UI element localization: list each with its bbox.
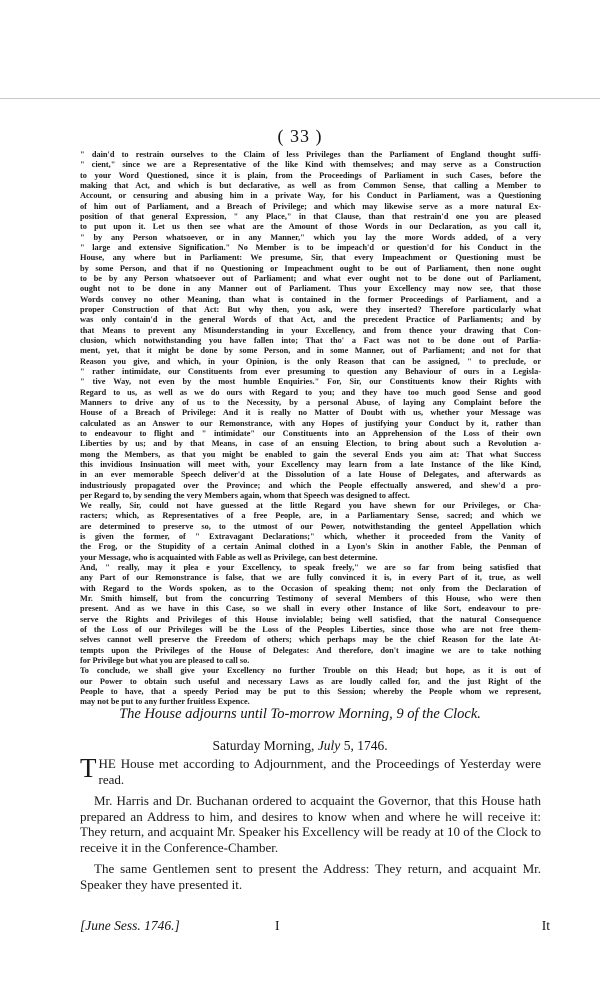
body-line: And, " really, may it plea e your Excellency, to speak freely," we are so far from being satisfied that [80, 563, 541, 573]
body-line: " cient," since we are a Representative of the like Kind with themselves; and may serve as a Construction [80, 160, 541, 170]
proceedings-paragraph-2: Mr. Harris and Dr. Buchanan ordered to acquaint the Governor, that this House hath prepared an Address to him, and desires to know when and where he will receive it: They return, and acquaint Mr. Speaker his Excellency will be ready at 10 of the Clock to receive it in the Conference-Chamber. [80, 793, 541, 855]
body-line: to be by any Person whatsoever out of Parliament; and what ever ought not to be done out of Parliament, [80, 273, 541, 283]
body-line: for Privilege but what you are pleased to call so. [80, 656, 250, 666]
body-line: may not be put to any further fruitless Expence. [80, 697, 250, 707]
body-line: present. And as we have in this Case, so we shall in every other Instance of like Sort, endeavour to pre- [80, 604, 541, 614]
body-line: per Regard to, by sending the very Members again, whom that Speech was designed to affect. [80, 490, 410, 500]
page-top-edge [0, 0, 600, 99]
body-line: selves cannot well preserve the Freedom of others; which perhaps may be the chief Reason for the late At- [80, 635, 541, 645]
body-line: with Regard to the Words spoken, as to the Occasion of speaking them; not only from the Declaration of [80, 583, 541, 593]
body-line: serve the Rights and Privileges of this House inviolable; being well satisfied, that the natural Consequence [80, 614, 541, 624]
proceedings-text [80, 753, 541, 898]
body-line: industriously propagated over the Province; and which the People effectually answered, and shew'd a pro- [80, 480, 541, 490]
paragraph-1-text: HE House met according to Adjournment, and the Proceedings of Yesterday were read. [98, 756, 541, 787]
date-suffix: 5, 1746. [343, 738, 388, 753]
body-line: ought not to be done in any Manner out of Parliament. Thus your Excellency may now see, that those [80, 284, 541, 294]
body-line: to your Word Questioned, since it is plain, from the Proceedings of Parliament in such Cases, before the [80, 170, 541, 180]
signature-mark: [June Sess. 1746.] [80, 918, 180, 933]
body-line: racters; which, as Representatives of a free People, are, in a Parliamentary Sense, sacred; and which we [80, 511, 541, 521]
body-line: We really, Sir, could not have guessed at the little Regard you have shewn for our Privileges, or Cha- [80, 501, 541, 511]
body-line: proper Construction of that Act: But why then, you ask, were they inserted? Therefore particularly what [80, 304, 541, 314]
body-line: by some Person, and that if no Questioning or Impeachment ought to be out of Parliament, then none ought [80, 263, 541, 273]
body-line: People to have, that a speedy Period may be put to this Session; whereby the People whom we represent, [80, 687, 541, 697]
body-line: was only contain'd in the general Words of that Act, and the precedent Practice of Parliaments; and by [80, 315, 541, 325]
body-line: any Part of our Remonstrance is false, that we are fully convinced it is, in every Part of it, true, as well [80, 573, 541, 583]
body-line: " by any Person whatsoever, or in any Manner," which you lay the more Words added, of a very [80, 232, 541, 242]
body-line: Mr. Smith himself, but from the concurring Testimony of several Members of this House, who were then [80, 594, 541, 604]
body-line: to endeavour to flight and " intimidate" our Constituents into an Apprehension of the Loss of their own [80, 428, 541, 438]
adjournment-line: The House adjourns until To-morrow Morning, 9 of the Clock. [119, 706, 481, 722]
gathering-mark: I [275, 918, 280, 933]
date-prefix: Saturday Morning, [212, 738, 315, 753]
proceedings-paragraph-3: The same Gentlemen sent to present the Address: They return, and acquaint Mr. Speaker they have presented it. [80, 861, 541, 892]
body-line: of him out of Parliament, and a Breach of Privilege; and which may likewise serve as a more natural Ex- [80, 201, 541, 211]
body-line: mong the Members, as that you might be enabled to gain the several Ends you aim at: That what Success [80, 449, 541, 459]
session-date-heading [0, 738, 600, 754]
body-line: To conclude, we shall give your Excellency no further Trouble on this Head; but hope, as it is out of [80, 666, 541, 676]
catchword: It [541, 918, 550, 933]
drop-cap: T [80, 753, 97, 783]
body-line: clusion, which notwithstanding you have fallen into; That tho' a Fact was not to be done out of Parlia- [80, 335, 541, 345]
date-month: July [317, 738, 341, 753]
body-line: in an ever memorable Speech deliver'd at the Dissolution of a late House of Delegates, and afterwards as [80, 470, 541, 480]
body-line: calculated as an Answer to our Remonstrance, with any Hopes of justifying your Conduct by it, rather than [80, 418, 541, 428]
body-line: that Means to prevent any Misunderstanding in your Excellency, and from thence your drawing that Con- [80, 325, 541, 335]
body-line: Words convey no other Meaning, than what is contained in the former Proceedings of Parliament, and a [80, 294, 541, 304]
body-line: is given the former, of " Extravagant Declarations;" which, whether it proceeded from the Vanity of [80, 532, 541, 542]
body-line: your Message, who is acquainted with Fable as well as Privilege, can best determine. [80, 552, 378, 562]
proceedings-paragraph-1 [80, 753, 541, 787]
body-line: " tive Way, not even by the most humble Enquiries." For, Sir, our Constituents know their Rights with [80, 377, 541, 387]
body-line: position of that general Expression, " any Place," in that Clause, than that restrain'd one you are pleased [80, 211, 541, 221]
body-line: Liberties by us; and by that Means, in case of an ensuing Election, to bring about such a Revolution a- [80, 439, 541, 449]
body-line: our Power to obtain such useful and necessary Laws as are loudly called for, and the just Right of the [80, 676, 541, 686]
body-line: making that Act, and which is but declarative, as well as from Common Sense, that calling a Member to [80, 180, 541, 190]
body-line: Manners to drive any of us to the Necessity, by a personal Abuse, of laying any Complaint before the [80, 397, 541, 407]
body-line: tempts upon the Privileges of the House of Delegates: And therefore, don't imagine we are to take nothing [80, 645, 541, 655]
body-line: the Frog, or the Stupidity of a certain Animal clothed in a Lyon's Skin in another Fable, the Penman of [80, 542, 541, 552]
page-number: ( 33 ) [277, 126, 323, 146]
body-line: Account, or censuring and abusing him in a private Way, for his Conduct in Parliament, was a Questioning [80, 191, 541, 201]
body-line: " rather intimidate, our Constituents from ever presuming to question any Behaviour of ours in a Legisla- [80, 366, 541, 376]
body-line: of the Loss of our Privileges will be the Loss of the Peoples Liberties, since those who are not free them- [80, 625, 541, 635]
body-line: ment, yet, that it might be done by some Person, and in some Manner, out of Parliament; and not for that [80, 346, 541, 356]
body-line: this invidious Insinuation will meet with, your Excellency may learn from a late Instance of the like Kind, [80, 459, 541, 469]
body-line: " dain'd to restrain ourselves to the Claim of less Privileges than the Parliament of England thought suffi- [80, 150, 541, 159]
body-line: " large and extensive Signification." No Member is to be impeach'd or question'd for his Conduct in the [80, 242, 541, 252]
body-line: Reason you give, and which, in your Opinion, is the only Reason that can be assigned, " to preclude, or [80, 356, 541, 366]
body-line: to put upon it. Let us then see what are the Amount of those Words in our Declaration, as you call it, [80, 222, 541, 232]
message-body-text [80, 150, 541, 708]
body-line: House, any where but in Parliament: We presume, Sir, that every Impeachment or Questioning must be [80, 253, 541, 263]
body-line: are determined to preserve so, to the utmost of our Power, notwithstanding the genteel Appellation which [80, 521, 541, 531]
body-line: House of a Breach of Privilege: And it is really no Matter of Doubt with us, whether your Message was [80, 408, 541, 418]
body-line: Regard to us, as well as we do ours with Regard to you; and they have too much good Sense and good [80, 387, 541, 397]
